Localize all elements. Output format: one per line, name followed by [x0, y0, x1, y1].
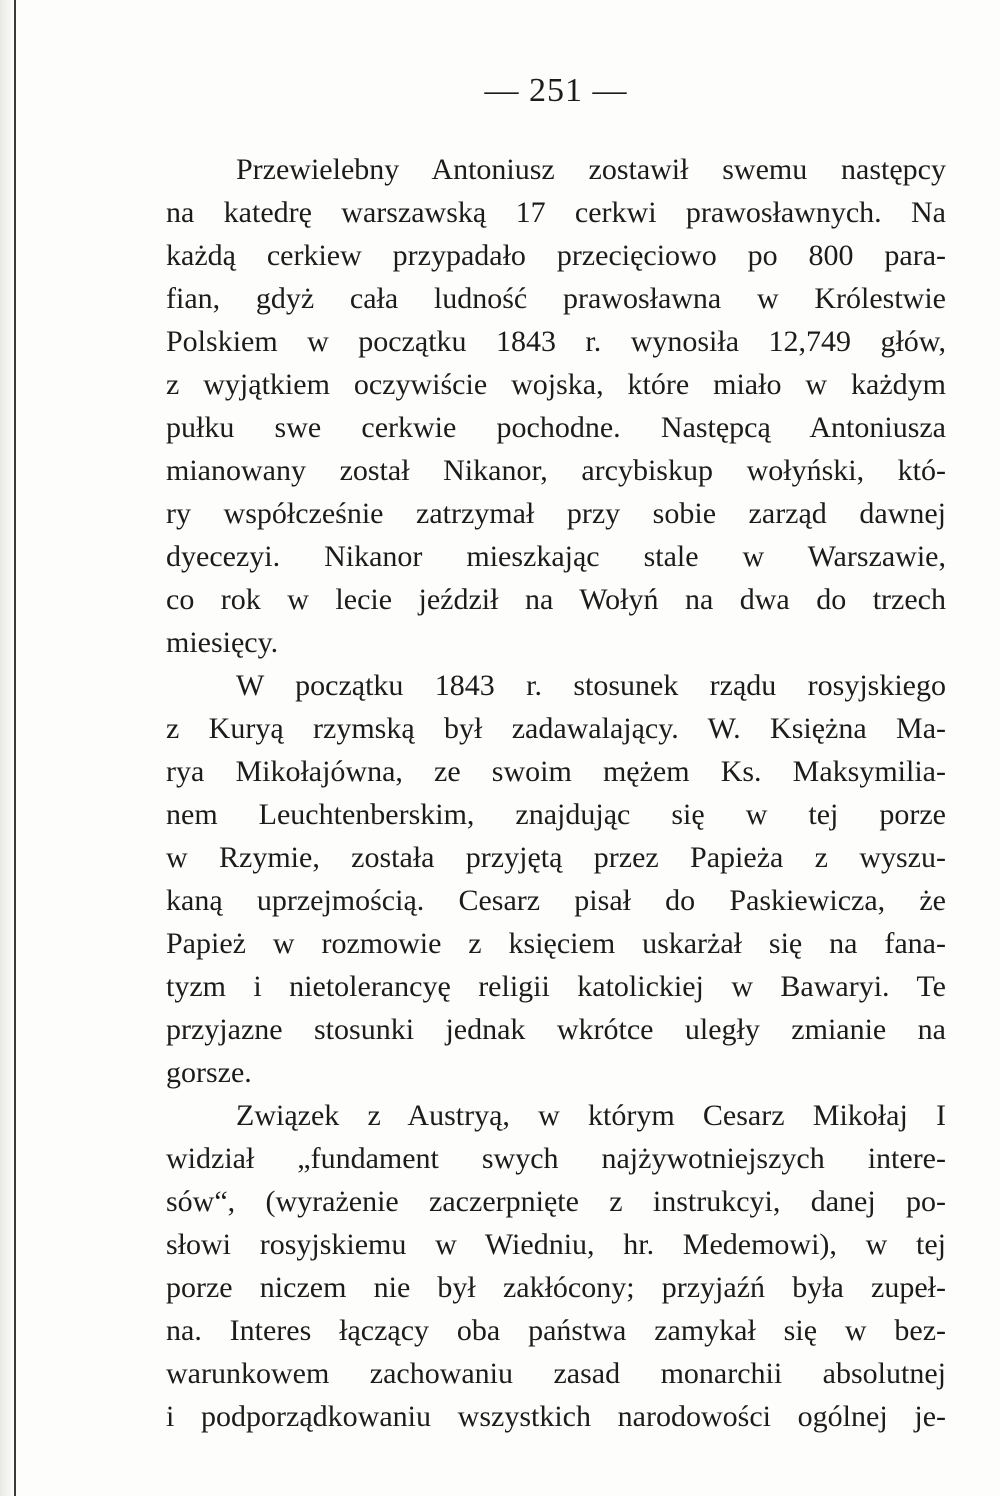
text-line: pułku swe cerkwie pochodne. Następcą Antoniusza — [166, 411, 946, 444]
text-line: na katedrę warszawską 17 cerkwi prawosławnych. Na — [166, 196, 946, 229]
text-line: Przewielebny Antoniusz zostawił swemu następcy — [236, 153, 946, 186]
text-line: słowi rosyjskiemu w Wiedniu, hr. Medemowi), w tej — [166, 1228, 946, 1261]
text-line: kaną uprzejmością. Cesarz pisał do Paskiewicza, że — [166, 884, 946, 917]
page-binding-edge — [0, 0, 16, 1496]
text-line: rya Mikołajówna, ze swoim mężem Ks. Maksymilia- — [166, 755, 946, 788]
text-line: Papież w rozmowie z księciem uskarżał się na fana- — [166, 927, 946, 960]
text-line: widział „fundament swych najżywotniejszych intere- — [166, 1142, 946, 1175]
text-line: na. Interes łączący oba państwa zamykał się w bez- — [166, 1314, 946, 1347]
text-line: miesięcy. — [166, 626, 279, 659]
text-line: Związek z Austryą, w którym Cesarz Mikołaj I — [236, 1099, 946, 1132]
text-line: mianowany został Nikanor, arcybiskup wołyński, któ- — [166, 454, 946, 487]
text-line: z wyjątkiem oczywiście wojska, które miało w każdym — [166, 368, 946, 401]
text-line: nem Leuchtenberskim, znajdując się w tej porze — [166, 798, 946, 831]
text-line: ry współcześnie zatrzymał przy sobie zarząd dawnej — [166, 497, 946, 530]
text-line: gorsze. — [166, 1056, 252, 1089]
text-line: sów“, (wyrażenie zaczerpnięte z instrukcyi, danej po- — [166, 1185, 946, 1218]
text-line: W początku 1843 r. stosunek rządu rosyjskiego — [236, 669, 946, 702]
text-line: każdą cerkiew przypadało przecięciowo po 800 para- — [166, 239, 946, 272]
text-line: tyzm i nietolerancyę religii katolickiej w Bawaryi. Te — [166, 970, 946, 1003]
text-line: przyjazne stosunki jednak wkrótce uległy zmianie na — [166, 1013, 946, 1046]
text-line: Polskiem w początku 1843 r. wynosiła 12,749 głów, — [166, 325, 946, 358]
text-line: dyecezyi. Nikanor mieszkając stale w Warszawie, — [166, 540, 946, 573]
text-line: warunkowem zachowaniu zasad monarchii absolutnej — [166, 1357, 946, 1390]
page-number: — 251 — — [484, 72, 628, 109]
text-line: z Kuryą rzymską był zadawalający. W. Księżna Ma- — [166, 712, 946, 745]
text-line: w Rzymie, została przyjętą przez Papieża z wyszu- — [166, 841, 946, 874]
text-line: fian, gdyż cała ludność prawosławna w Królestwie — [166, 282, 946, 315]
text-line: co rok w lecie jeździł na Wołyń na dwa do trzech — [166, 583, 946, 616]
text-line: porze niczem nie był zakłócony; przyjaźń była zupeł- — [166, 1271, 946, 1304]
text-line: i podporządkowaniu wszystkich narodowości ogólnej je- — [166, 1400, 946, 1433]
